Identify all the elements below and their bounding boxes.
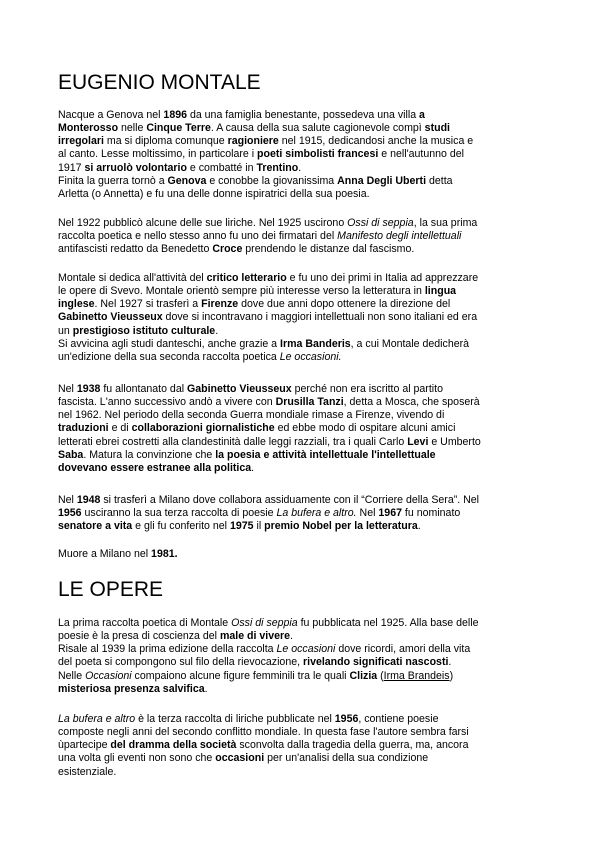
text-line [58,548,542,561]
text-line [58,122,542,135]
text-run: . [417,520,421,533]
text-run: 1975 [229,520,254,533]
text-run: ) [449,669,454,682]
text-run: Ossi di seppia [231,617,298,629]
text-run: Monterosso [58,122,119,135]
text-line [58,351,542,364]
text-line [58,272,542,285]
text-line [58,643,542,656]
text-line [58,494,542,507]
text-run: una volta gli eventi non sono che [58,752,216,765]
text-run: La bufera e altro [58,713,136,725]
text-run: irregolari [58,135,104,148]
text-run: Le occasioni [276,643,336,656]
text-run: Drusilla Tanzi [275,396,344,409]
text-run: Saba [58,448,84,461]
text-line [58,109,542,122]
text-run: e Umberto [428,435,481,448]
text-run: 1956 [334,713,359,725]
text-run: 1981. [151,548,178,560]
text-run: 1967 [378,507,402,520]
text-run: misteriosa presenza salvifica [58,682,205,695]
text-line [58,217,542,230]
text-run: Genova [167,174,207,187]
text-run: Trentino [256,161,299,174]
text-run: 1948 [76,494,101,506]
text-run: La bufera e altro. [276,507,357,520]
text-run: un'edizione della sua seconda raccolta poetica [58,350,280,363]
text-run: poeti simbolisti francesi [257,148,379,161]
text-run: un [58,324,73,337]
paragraph-death [58,548,542,561]
text-run: fu nominato [401,507,461,520]
text-run: 1938 [76,383,101,395]
text-run: Firenze [201,298,239,311]
text-run: esistenziale. [58,765,117,778]
text-run: dove si incontravano i maggiori intellettuali non sono italiani ed era [162,311,478,324]
text-run: dovevano essere estranee alla politica [58,461,252,474]
text-run: 1917 [58,161,85,174]
text-run: sconvolta dalla tragedia della guerra, ma, ancora [236,739,469,752]
text-run: Nel 1922 pubblicò alcune delle sue liriche. Nel 1925 uscirono [58,217,348,229]
text-run: detta [426,174,453,187]
paragraph-critico-letterario [58,272,542,364]
text-run: del poeta si compongono sul filo della rievocazione, [58,656,303,669]
text-run: studi [424,122,450,135]
section-heading-montale: EUGENIO MONTALE [58,71,261,94]
text-run: . Nel 1927 si trasferì a [94,298,202,311]
text-line [58,409,542,422]
text-run: compaiono alcune figure femminili tra le quali [131,669,350,682]
text-run: Le occasioni. [279,350,342,363]
text-run: Gabinetto Vieusseux [58,311,163,324]
text-run: rivelando significati nascosti [303,656,449,669]
text-run: nel 1962. Nel periodo della seconda Guerra mondiale rimase a Firenze, vivendo di [58,409,445,422]
text-run: Muore a Milano nel [58,548,152,560]
text-run: . [290,630,293,643]
text-line [58,175,542,188]
text-run: a [419,109,425,121]
text-run: Occasioni [85,669,132,682]
text-run: antifascisti redatto da Benedetto [58,243,213,256]
text-run: le opere di Svevo. Montale orientò sempre più interesse verso la letteratura in [58,285,425,298]
paragraph-ossi-di-seppia [58,217,542,256]
text-line [58,656,542,669]
text-line [58,135,542,148]
text-run: letterati ebrei costretti alla clandestinità dalle leggi razziali, tra i quali Carlo [58,435,408,448]
text-run: 1896 [163,109,187,121]
text-run: ùpartecipe [58,739,111,752]
text-run: , a cui Montale dedicherà [350,337,470,350]
text-run: . A causa della sua salute cagionevole compì [210,122,425,135]
text-run: e fu uno dei primi in Italia ad apprezzare [286,272,479,284]
text-line [58,148,542,161]
paragraph-1938 [58,383,542,475]
paragraph-biography-early [58,109,542,201]
text-line [58,311,542,324]
text-run: fu pubblicata nel 1925. Alla base delle [297,617,479,629]
text-run: Clizia [349,669,378,682]
text-line [58,338,542,351]
text-line [58,739,542,752]
text-line [58,325,542,338]
section-heading-opere: LE OPERE [58,578,164,601]
text-run: dove due anni dopo ottenere la direzione del [238,298,451,311]
text-run: e gli fu conferito nel [132,520,230,533]
text-line [58,670,542,683]
text-run: . [448,656,452,669]
text-run: Gabinetto Vieusseux [187,383,292,395]
text-run: . [215,324,219,337]
text-run: ragioniere [227,135,279,148]
text-run: da una famiglia benestante, possedeva una villa [187,109,420,121]
text-run: Ossi di seppia [347,217,414,229]
paragraph-bufera [58,713,542,779]
text-line [58,507,542,520]
text-line [58,162,542,175]
text-run: prendendo le distanze dal fascismo. [242,243,415,256]
text-run: Finita la guerra tornò a [58,174,168,187]
text-line [58,436,542,449]
text-run: la poesia e attività intellettuale l'intellettuale [215,448,436,461]
text-line [58,520,542,533]
text-run: . Matura la convinzione che [83,448,216,461]
text-run: nelle [118,122,147,135]
text-line [58,188,542,201]
text-run: . [204,682,208,695]
text-run: fu allontanato dal [100,383,188,395]
text-run: composte negli anni del secondo conflitto mondiale. In questa fase l'autore sembra farsi [58,726,469,739]
text-run: Irma Banderis [280,337,351,350]
text-line [58,752,542,765]
text-run: Anna Degli Uberti [337,174,427,187]
text-run: e conobbe la giovanissima [206,174,338,187]
text-run: Nel [58,383,77,395]
text-run: dove ricordi, amori della vita [335,643,471,656]
text-run: , la sua prima [413,217,478,229]
text-run: prestigioso istituto culturale [72,324,216,337]
text-line [58,713,542,726]
text-run: ed ebbe modo di ospitare alcuni amici [274,422,456,435]
text-run: La prima raccolta poetica di Montale [58,617,232,629]
text-run: Nacque a Genova nel [58,109,164,121]
text-run: 1956 [58,507,82,520]
text-run: senatore a vita [58,520,133,533]
text-run: ( [377,669,384,682]
text-link: Irma Brandeis [383,669,450,682]
text-run: Si avvicina agli studi danteschi, anche grazie a [58,337,281,350]
text-run: male di vivere [219,630,291,643]
text-run: poesie è la presa di coscienza del [58,630,220,643]
text-line [58,230,542,243]
text-run: perché non era iscritto al partito [291,383,443,395]
text-run: il [253,520,265,533]
text-line [58,766,542,779]
paragraph-prima-raccolta [58,617,542,696]
text-run: traduzioni [58,422,109,435]
text-line [58,383,542,396]
text-run: critico letterario [206,272,287,284]
text-line [58,683,542,696]
text-run: occasioni [215,752,265,765]
text-run: e di [108,422,132,435]
text-run: per un'analisi della sua condizione [264,752,429,765]
text-run: Croce [212,243,243,256]
text-line [58,726,542,739]
text-run: Risale al 1939 la prima edizione della raccolta [58,643,277,656]
text-run: del dramma della società [110,739,237,752]
text-run: , detta a Mosca, che sposerà [343,396,480,409]
text-run: fascista. L'anno successivo andò a vivere con [58,396,276,409]
text-run: Arletta (o Annetta) e fu una delle donne ispiratrici della sua poesia. [58,187,370,200]
text-line [58,422,542,435]
text-run: è la terza raccolta di liriche pubblicate nel [135,713,335,725]
text-line [58,285,542,298]
text-run: nel 1915, dedicandosi anche la musica e [278,135,474,148]
text-line [58,462,542,475]
text-line [58,617,542,630]
text-run: , contiene poesie [358,713,439,725]
text-run: al canto. Lesse moltissimo, in particolare i [58,148,258,161]
text-run: Levi [407,435,429,448]
text-run: Nelle [58,669,86,682]
text-run: premio Nobel per la letteratura [264,520,418,533]
text-run: . [298,161,302,174]
text-run: Manifesto degli intellettuali [337,230,462,243]
text-line [58,630,542,643]
text-line [58,449,542,462]
text-run: e combatté in [186,161,257,174]
text-line [58,298,542,311]
text-run: inglese [58,298,95,311]
text-run: si trasferì a Milano dove collabora assiduamente con il “Corriere della Sera”. Nel [100,494,480,506]
text-run: Montale si dedica all'attività del [58,272,207,284]
text-run: . [251,461,255,474]
text-line [58,243,542,256]
text-run: si arruolò volontario [84,161,187,174]
text-run: collaborazioni giornalistiche [131,422,275,435]
text-run: raccolta poetica e nello stesso anno fu uno dei firmatari del [58,230,338,243]
text-run: usciranno la sua terza raccolta di poesie [81,507,277,520]
paragraph-1948 [58,494,542,533]
text-run: Nel [58,494,77,506]
text-run: ma si diploma comunque [103,135,228,148]
text-run: e nell'autunno del [378,148,464,161]
text-run: lingua [424,285,457,298]
text-line [58,396,542,409]
text-run: Cinque Terre [146,122,211,135]
text-run: Nel [356,507,379,520]
